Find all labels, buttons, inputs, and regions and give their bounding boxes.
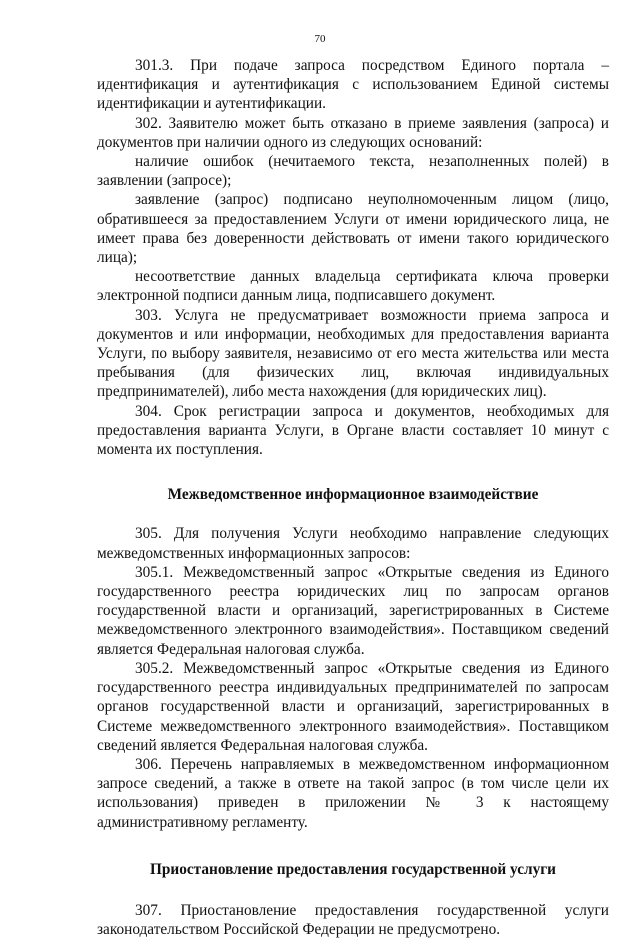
paragraph-305: 305. Для получения Услуги необходимо направление следующих межведомственных информационных запросов:	[97, 525, 609, 562]
paragraph-305-2: 305.2. Межведомственный запрос «Открытые сведения из Единого государственного реестра индивидуальных предпринимателей по запросам органов государственной власти и организаций, зарегистрированных в Системе межведомственного электронного взаимодействия». Поставщиком сведений является Федеральная налоговая служба.	[97, 659, 609, 754]
paragraph-304: 304. Срок регистрации запроса и документов, необходимых для предоставления варианта Услуги, в Органе власти составляет 10 минут с момента их поступления.	[97, 402, 609, 459]
page-number: 70	[314, 33, 326, 45]
section-heading-interagency: Межведомственное информационное взаимодействие	[167, 486, 539, 504]
paragraph-305-1: 305.1. Межведомственный запрос «Открытые сведения из Единого государственного реестра юридических лиц по запросам органов государственной власти и организаций, зарегистрированных в Системе межведомственного электронного взаимодействия». Поставщиком сведений является Федеральная налоговая служба.	[97, 563, 609, 658]
paragraph-302-item-2: заявление (запрос) подписано неуполномоченным лицом (лицо, обратившееся за предоставлением Услуги от имени юридического лица, не имеет права без доверенности действовать от имени такого юридического лица);	[97, 191, 609, 267]
paragraph-306: 306. Перечень направляемых в межведомственном информационном запросе сведений, а также в ответе на такой запрос (в том числе цели их использования) приведен в приложении № 3 к настоящему административному регламенту.	[97, 755, 609, 831]
paragraph-302-item-1: наличие ошибок (нечитаемого текста, незаполненных полей) в заявлении (запросе);	[97, 153, 609, 190]
paragraph-302: 302. Заявителю может быть отказано в приеме заявления (запроса) и документов при наличии одного из следующих оснований:	[97, 114, 609, 151]
paragraph-301-3: 301.3. При подаче запроса посредством Единого портала – идентификация и аутентификация с использованием Единой системы идентификации и аутентификации.	[97, 57, 609, 113]
section-heading-suspension: Приостановление предоставления государственной услуги	[150, 860, 556, 878]
paragraph-303: 303. Услуга не предусматривает возможности приема запроса и документов и или информации, необходимых для предоставления варианта Услуги, по выбору заявителя, независимо от его места жительства или места пребывания (для физических лиц, включая индивидуальных предпринимателей), либо места нахождения (для юридических лиц).	[97, 306, 609, 401]
document-body	[97, 56, 609, 939]
paragraph-302-item-3: несоответствие данных владельца сертификата ключа проверки электронной подписи данным лица, подписавшего документ.	[97, 268, 609, 305]
paragraph-307: 307. Приостановление предоставления государственной услуги законодательством Российской Федерации не предусмотрено.	[97, 901, 609, 939]
